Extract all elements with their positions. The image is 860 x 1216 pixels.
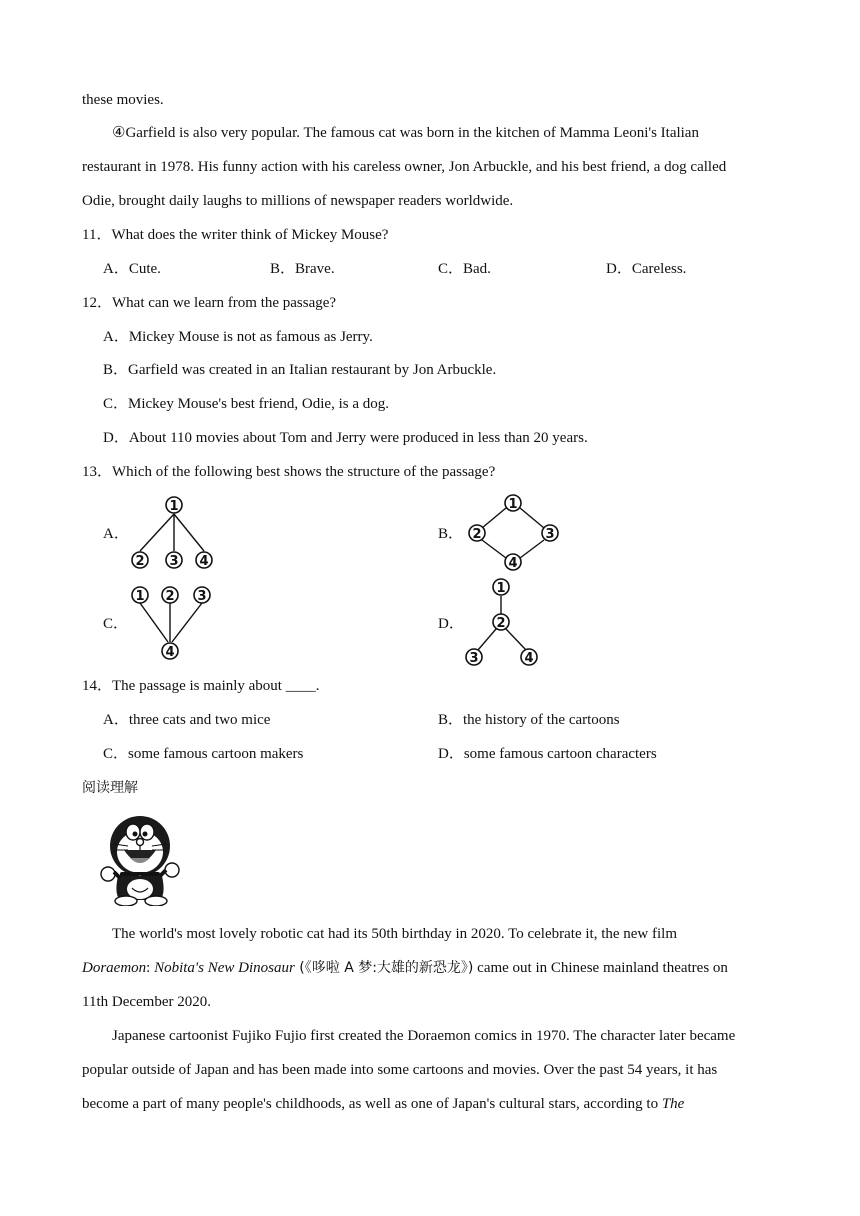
diagram-node-3 [466,649,482,666]
option-text: Mickey Mouse is not as famous as Jerry. [128,329,373,345]
svg-text:2: 2 [496,616,506,631]
option-text: Careless. [631,261,687,277]
option-letter: A． [103,526,129,542]
option-text: some famous cartoon characters [463,746,657,762]
question-text: The passage is mainly about ____. [112,678,320,694]
option-b[interactable] [438,710,620,730]
svg-text:3: 3 [469,651,479,666]
structure-diagram-a [128,494,218,572]
svg-text:3: 3 [169,554,179,569]
option-letter: A． [103,261,129,277]
svg-text:2: 2 [165,589,175,604]
option-letter: C． [103,616,129,632]
option-c[interactable] [103,744,303,764]
option-b[interactable] [438,524,463,544]
svg-text:3: 3 [197,589,207,604]
svg-text:1: 1 [508,497,518,512]
diagram-node-4 [196,552,212,569]
passage-2-line: 11th December 2020. [82,994,211,1010]
question-13 [82,462,495,482]
diagram-edge [520,540,544,558]
chinese-title: (《哆啦 A 梦:大雄的新恐龙》) [294,960,474,976]
option-c[interactable] [438,259,491,279]
svg-text:4: 4 [508,556,518,571]
question-number: 11． [82,227,112,243]
diagram-edge [506,629,526,650]
svg-text:1: 1 [169,499,179,514]
option-letter: D． [438,746,464,762]
svg-text:4: 4 [524,651,534,666]
option-text: Mickey Mouse's best friend, Odie, is a dog. [128,396,390,412]
paragraph-4-line: ④Garfield is also very popular. The famous cat was born in the kitchen of Mamma Leoni's Italian [112,125,699,141]
diagram-node-1 [166,497,182,514]
option-text: the history of the cartoons [463,712,620,728]
structure-diagram-b [462,492,564,574]
svg-text:3: 3 [545,527,555,542]
option-text: some famous cartoon makers [128,746,304,762]
question-number: 13． [82,464,113,480]
svg-text:1: 1 [496,581,506,596]
passage-2-line [82,958,728,978]
option-letter: B． [438,526,464,542]
diagram-edge [520,508,544,528]
diagram-node-2 [162,587,178,604]
paragraph-4-line: restaurant in 1978. His funny action with his careless owner, Jon Arbuckle, and his best friend, a dog called [82,159,727,175]
question-number: 12． [82,295,113,311]
option-a[interactable] [103,524,129,544]
option-d[interactable] [438,744,657,764]
diagram-node-3 [542,525,558,542]
svg-text:4: 4 [199,554,209,569]
film-title: Doraemon [82,960,147,976]
passage-2-line: The world's most lovely robotic cat had its 50th birthday in 2020. To celebrate it, the new film [112,926,678,942]
option-d[interactable] [606,259,686,279]
svg-text:1: 1 [135,589,145,604]
option-c[interactable] [103,394,389,414]
option-letter: A． [103,329,129,345]
source-title: The [661,1096,685,1112]
diagram-node-3 [194,587,210,604]
passage-text: came out in Chinese mainland theatres on [473,960,728,976]
option-letter: D． [438,616,464,632]
option-c[interactable] [103,614,128,634]
option-letter: D． [606,261,632,277]
svg-text:2: 2 [472,527,482,542]
option-letter: B． [270,261,296,277]
passage-2-line [82,1094,684,1114]
option-letter: C． [103,396,129,412]
diagram-edge [482,508,506,528]
diagram-edge [140,603,168,642]
diagram-node-4 [521,649,537,666]
question-text: Which of the following best shows the structure of the passage? [112,464,496,480]
option-letter: C． [438,261,464,277]
diagram-node-4 [505,554,521,571]
passage-2-line: Japanese cartoonist Fujiko Fujio first created the Doraemon comics in 1970. The character later became [112,1028,736,1044]
option-d[interactable] [103,428,588,448]
question-12 [82,293,336,313]
diagram-node-3 [166,552,182,569]
option-text: three cats and two mice [128,712,271,728]
option-text: About 110 movies about Tom and Jerry were produced in less than 20 years. [128,430,588,446]
film-title-colon: : [146,960,155,976]
diagram-edge [140,514,174,551]
option-b[interactable] [270,259,335,279]
option-b[interactable] [103,360,496,380]
paragraph-4-line: Odie, brought daily laughs to millions of newspaper readers worldwide. [82,193,514,209]
question-text: What does the writer think of Mickey Mouse? [111,227,389,243]
svg-text:4: 4 [165,645,175,660]
diagram-node-4 [162,643,178,660]
diagram-edge [174,514,204,551]
option-text: Brave. [295,261,335,277]
option-a[interactable] [103,327,373,347]
option-a[interactable] [103,259,161,279]
option-text: Garfield was created in an Italian restaurant by Jon Arbuckle. [128,362,497,378]
diagram-node-2 [493,614,509,631]
passage-text: become a part of many people's childhoods, as well as one of Japan's cultural stars, according to [82,1096,662,1112]
option-letter: B． [438,712,464,728]
film-subtitle: Nobita's New Dinosaur [154,960,295,976]
option-text: Bad. [463,261,491,277]
diagram-node-2 [132,552,148,569]
question-11 [82,225,388,245]
diagram-node-1 [493,579,509,596]
section-heading: 阅读理解 [82,780,138,796]
option-letter: C． [103,746,129,762]
passage-text: these movies. [82,92,164,108]
diagram-node-1 [132,587,148,604]
option-letter: B． [103,362,129,378]
structure-diagram-d [460,576,552,668]
question-14 [82,676,319,696]
option-letter: D． [103,430,129,446]
option-letter: A． [103,712,129,728]
svg-text:2: 2 [135,554,145,569]
doraemon-illustration [100,812,180,906]
diagram-edge [478,629,496,650]
structure-diagram-c [128,584,218,664]
question-text: What can we learn from the passage? [112,295,337,311]
diagram-node-2 [469,525,485,542]
option-a[interactable] [103,710,270,730]
diagram-edge [172,603,202,642]
diagram-edge [482,540,506,558]
question-number: 14． [82,678,113,694]
option-text: Cute. [128,261,161,277]
diagram-node-1 [505,495,521,512]
passage-2-line: popular outside of Japan and has been made into some cartoons and movies. Over the past 54 years, it has [82,1062,718,1078]
